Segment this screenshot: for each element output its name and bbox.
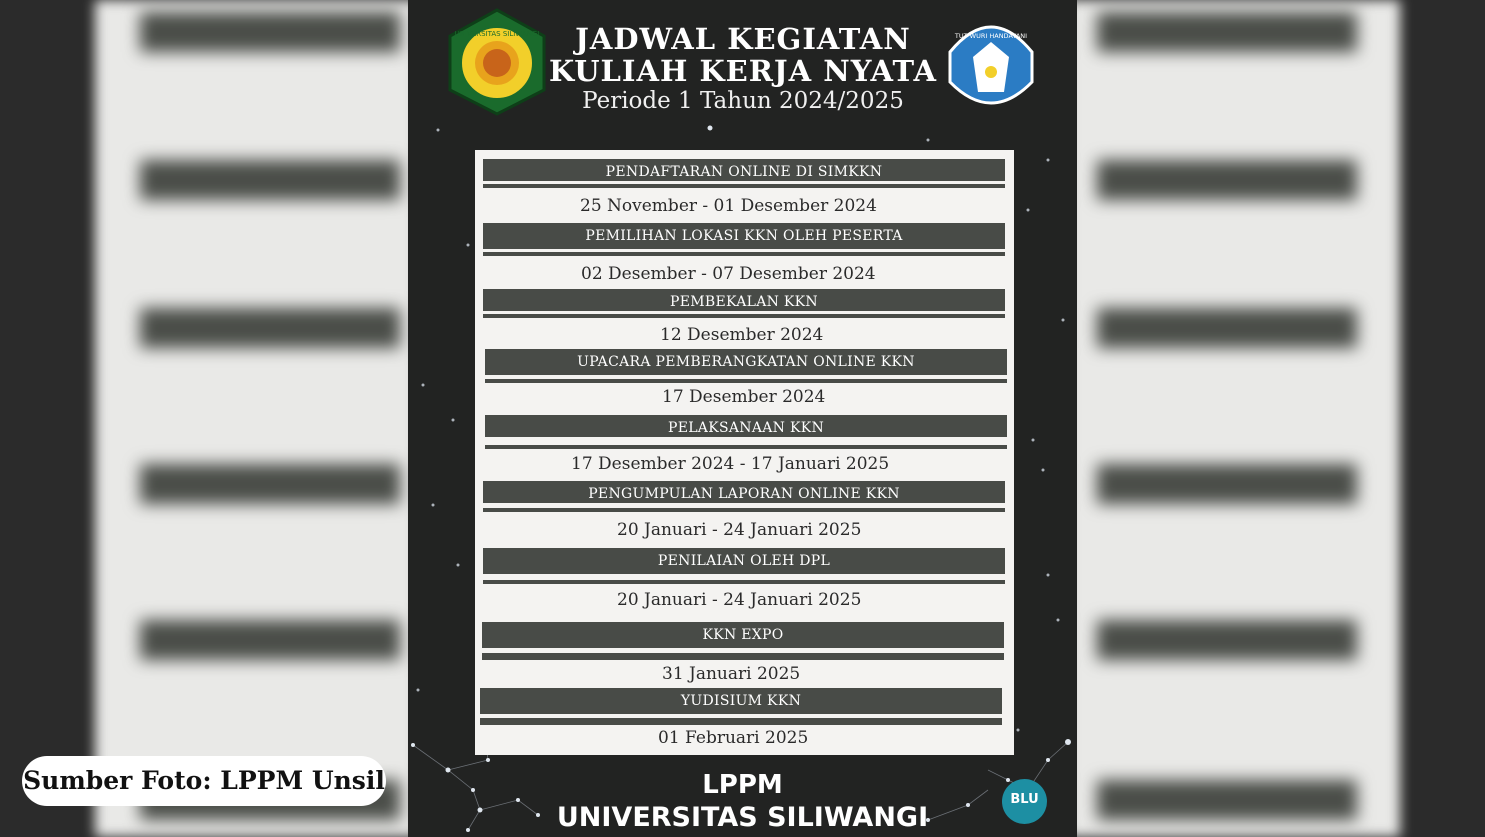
schedule-item-label: KKN EXPO [482,622,1004,648]
blurred-background-left [0,0,408,837]
schedule-item-date: 12 Desember 2024 [660,325,824,345]
divider [480,718,1002,725]
blurred-background-right [1077,0,1485,837]
schedule-item-date: 20 Januari - 24 Januari 2025 [617,590,862,610]
tut-wuri-handayani-logo [938,12,1044,120]
universitas-siliwangi-logo [444,8,550,116]
divider [483,252,1005,256]
schedule-item-label: PENGUMPULAN LAPORAN ONLINE KKN [483,481,1005,503]
blu-badge-icon: BLU [1002,779,1047,824]
schedule-item-date: 31 Januari 2025 [662,664,801,684]
schedule-item-date: 02 Desember - 07 Desember 2024 [581,264,876,284]
schedule-item-label: YUDISIUM KKN [480,688,1002,714]
poster-title-line1: JADWAL KEGIATAN [575,22,911,56]
schedule-item-date: 25 November - 01 Desember 2024 [580,196,877,216]
schedule-item-date: 17 Desember 2024 - 17 Januari 2025 [571,454,890,474]
poster-title-line2: KULIAH KERJA NYATA [549,54,937,88]
divider [482,653,1004,660]
svg-text:TUT WURI HANDAYANI: TUT WURI HANDAYANI [954,32,1028,40]
svg-text:UNIVERSITAS SILIWANGI: UNIVERSITAS SILIWANGI [454,30,540,38]
schedule-item-date: 01 Februari 2025 [658,728,809,748]
schedule-item-date: 20 Januari - 24 Januari 2025 [617,520,862,540]
schedule-poster [408,0,1077,837]
photo-source-caption: Sumber Foto: LPPM Unsil [22,756,386,806]
schedule-item-label: PEMBEKALAN KKN [483,289,1005,311]
schedule-item-label: PENDAFTARAN ONLINE DI SIMKKN [483,159,1005,181]
divider [485,379,1007,383]
schedule-item-label: UPACARA PEMBERANGKATAN ONLINE KKN [485,349,1007,375]
divider [483,184,1005,188]
footer-university: UNIVERSITAS SILIWANGI [556,802,929,833]
divider [483,508,1005,512]
footer-org: LPPM [702,770,783,800]
schedule-panel [475,150,1014,755]
schedule-item-label: PEMILIHAN LOKASI KKN OLEH PESERTA [483,223,1005,249]
poster-subtitle: Periode 1 Tahun 2024/2025 [582,88,904,114]
divider [483,314,1005,318]
schedule-item-label: PENILAIAN OLEH DPL [483,548,1005,574]
divider [483,580,1005,584]
divider [485,445,1007,449]
schedule-item-label: PELAKSANAAN KKN [485,415,1007,437]
schedule-item-date: 17 Desember 2024 [662,387,826,407]
